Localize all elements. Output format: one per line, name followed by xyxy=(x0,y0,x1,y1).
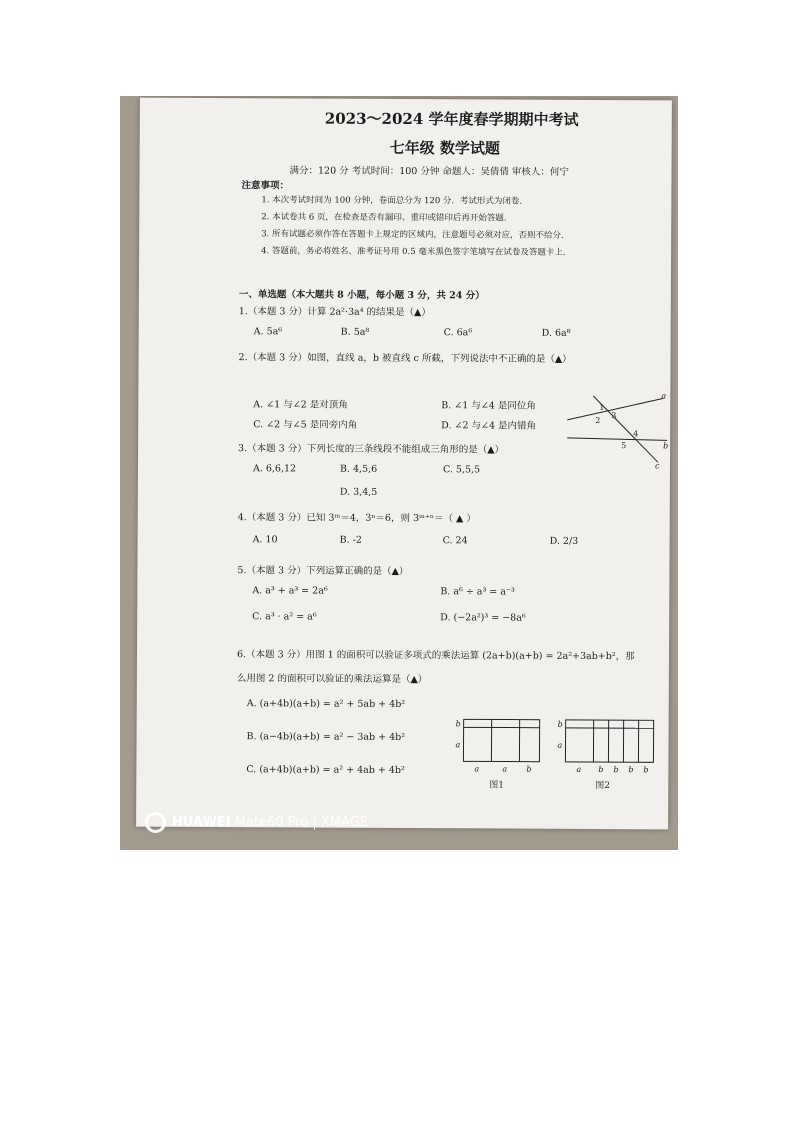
option: C. 6a⁶ xyxy=(443,327,473,339)
watermark-model: Mate60 Pro | XMAGE xyxy=(234,815,369,830)
option: D. ∠2 与∠4 是内错角 xyxy=(441,420,537,432)
option: A. a³ + a³ = 2a⁶ xyxy=(252,585,328,597)
question-stem: 5.（本题 3 分）下列运算正确的是（▲） xyxy=(237,565,409,578)
exam-paper xyxy=(136,98,672,830)
fig2-bottom-label: a xyxy=(576,764,582,774)
exam-title: 2023～2024 学年度春学期期中考试 xyxy=(324,109,579,129)
notice-item: 1. 本次考试时间为 100 分钟，卷面总分为 120 分．考试形式为闭卷. xyxy=(261,195,523,207)
option: B. 4,5,6 xyxy=(339,463,378,475)
question-stem: 2.（本题 3 分）如图，直线 a，b 被直线 c 所截，下列说法中不正确的是（▲） xyxy=(238,352,572,365)
option: C. (a+4b)(a+b) = a² + 4ab + 4b² xyxy=(246,764,405,777)
option: B. 5a⁸ xyxy=(340,326,370,338)
option: A. 6,6,12 xyxy=(252,463,297,475)
fig1-bottom-label: b xyxy=(526,764,532,774)
angle-label: 5 xyxy=(621,441,627,451)
option: A. 10 xyxy=(252,534,278,546)
option: A. ∠1 与∠2 是对顶角 xyxy=(253,399,348,411)
option: C. 5,5,5 xyxy=(442,464,481,476)
question-stem: 4.（本题 3 分）已知 3ᵐ＝4，3ⁿ＝6，则 3ᵐ⁺ⁿ＝（ ▲ ） xyxy=(237,512,476,525)
fig2-side-label: a xyxy=(557,740,563,750)
exam-photo xyxy=(120,96,678,850)
line-label: b xyxy=(663,441,669,451)
option: C. ∠2 与∠5 是同旁内角 xyxy=(253,419,358,431)
option: B. a⁶ ÷ a³ = a⁻³ xyxy=(440,586,515,598)
line-label: c xyxy=(654,461,660,471)
fig2-bottom-label: b xyxy=(628,765,634,775)
fig2-bottom-label: b xyxy=(598,765,604,775)
notice-item: 4. 答题前，务必将姓名、准考证号用 0.5 毫米黑色签字笔填写在试卷及答题卡上. xyxy=(261,246,566,258)
option: B. ∠1 与∠4 是同位角 xyxy=(441,400,536,412)
line-b xyxy=(567,438,667,441)
fig1-bottom-label: a xyxy=(502,764,508,774)
camera-ring-icon xyxy=(145,812,166,833)
notice-item: 3. 所有试题必须作答在答题卡上规定的区域内，注意题号必须对应，否则不给分. xyxy=(261,229,564,241)
angle-label: 2 xyxy=(595,416,601,426)
fig1-side-label: b xyxy=(455,719,461,729)
question-stem: 1.（本题 3 分）计算 2a²·3a⁴ 的结果是（▲） xyxy=(238,306,431,319)
notice-heading: 注意事项： xyxy=(241,180,289,192)
camera-watermark xyxy=(145,812,368,833)
angle-label: 1 xyxy=(599,403,605,413)
option: C. a³ · a² = a⁶ xyxy=(252,611,317,623)
option: D. 3,4,5 xyxy=(339,486,378,498)
fig2-bottom-label: b xyxy=(613,765,619,775)
option: A. (a+4b)(a+b) = a² + 5ab + 4b² xyxy=(246,698,406,711)
q2-figure-lines xyxy=(563,390,671,471)
fig1-caption: 图1 xyxy=(489,780,505,791)
option: D. 2/3 xyxy=(549,535,579,547)
fig2-caption: 图2 xyxy=(595,781,611,792)
option: C. 24 xyxy=(442,535,468,547)
question-stem: 3.（本题 3 分）下列长度的三条线段不能组成三角形的是（▲） xyxy=(238,443,505,456)
fig2-bottom-label: b xyxy=(643,765,649,775)
question-stem-continued: 么用图 2 的面积可以验证的乘法运算是（▲） xyxy=(236,673,428,686)
option: D. 6a⁸ xyxy=(541,327,571,339)
fig2-side-label: b xyxy=(557,719,563,729)
fig1-bottom-label: a xyxy=(474,764,480,774)
line-label: a xyxy=(661,391,667,401)
angle-label: 3 xyxy=(611,411,617,421)
exam-info: 满分：120 分 考试时间：100 分钟 命题人：吴倩倩 审核人：何宁 xyxy=(289,165,569,178)
fig1-side-label: a xyxy=(455,740,461,750)
section-heading: 一、单选题（本大题共 8 小题，每小题 3 分，共 24 分） xyxy=(238,289,485,302)
option: A. 5a⁶ xyxy=(253,326,283,338)
option: D. (−2a²)³ = −8a⁶ xyxy=(440,612,526,624)
figure-2 xyxy=(553,712,661,795)
option: B. -2 xyxy=(339,534,362,546)
watermark-brand: HUAWEI xyxy=(172,815,231,830)
figure-1 xyxy=(451,711,547,794)
angle-label: 4 xyxy=(633,429,639,439)
exam-subtitle: 七年级 数学试题 xyxy=(389,138,500,158)
notice-item: 2. 本试卷共 6 页，在检查是否有漏印、重印或错印后再开始答题. xyxy=(261,212,507,224)
option: B. (a−4b)(a+b) = a² − 3ab + 4b² xyxy=(246,731,406,744)
question-stem: 6.（本题 3 分）用图 1 的面积可以验证多项式的乘法运算 (2a+b)(a+b) = 2a²+3ab+b²，那 xyxy=(236,649,635,663)
